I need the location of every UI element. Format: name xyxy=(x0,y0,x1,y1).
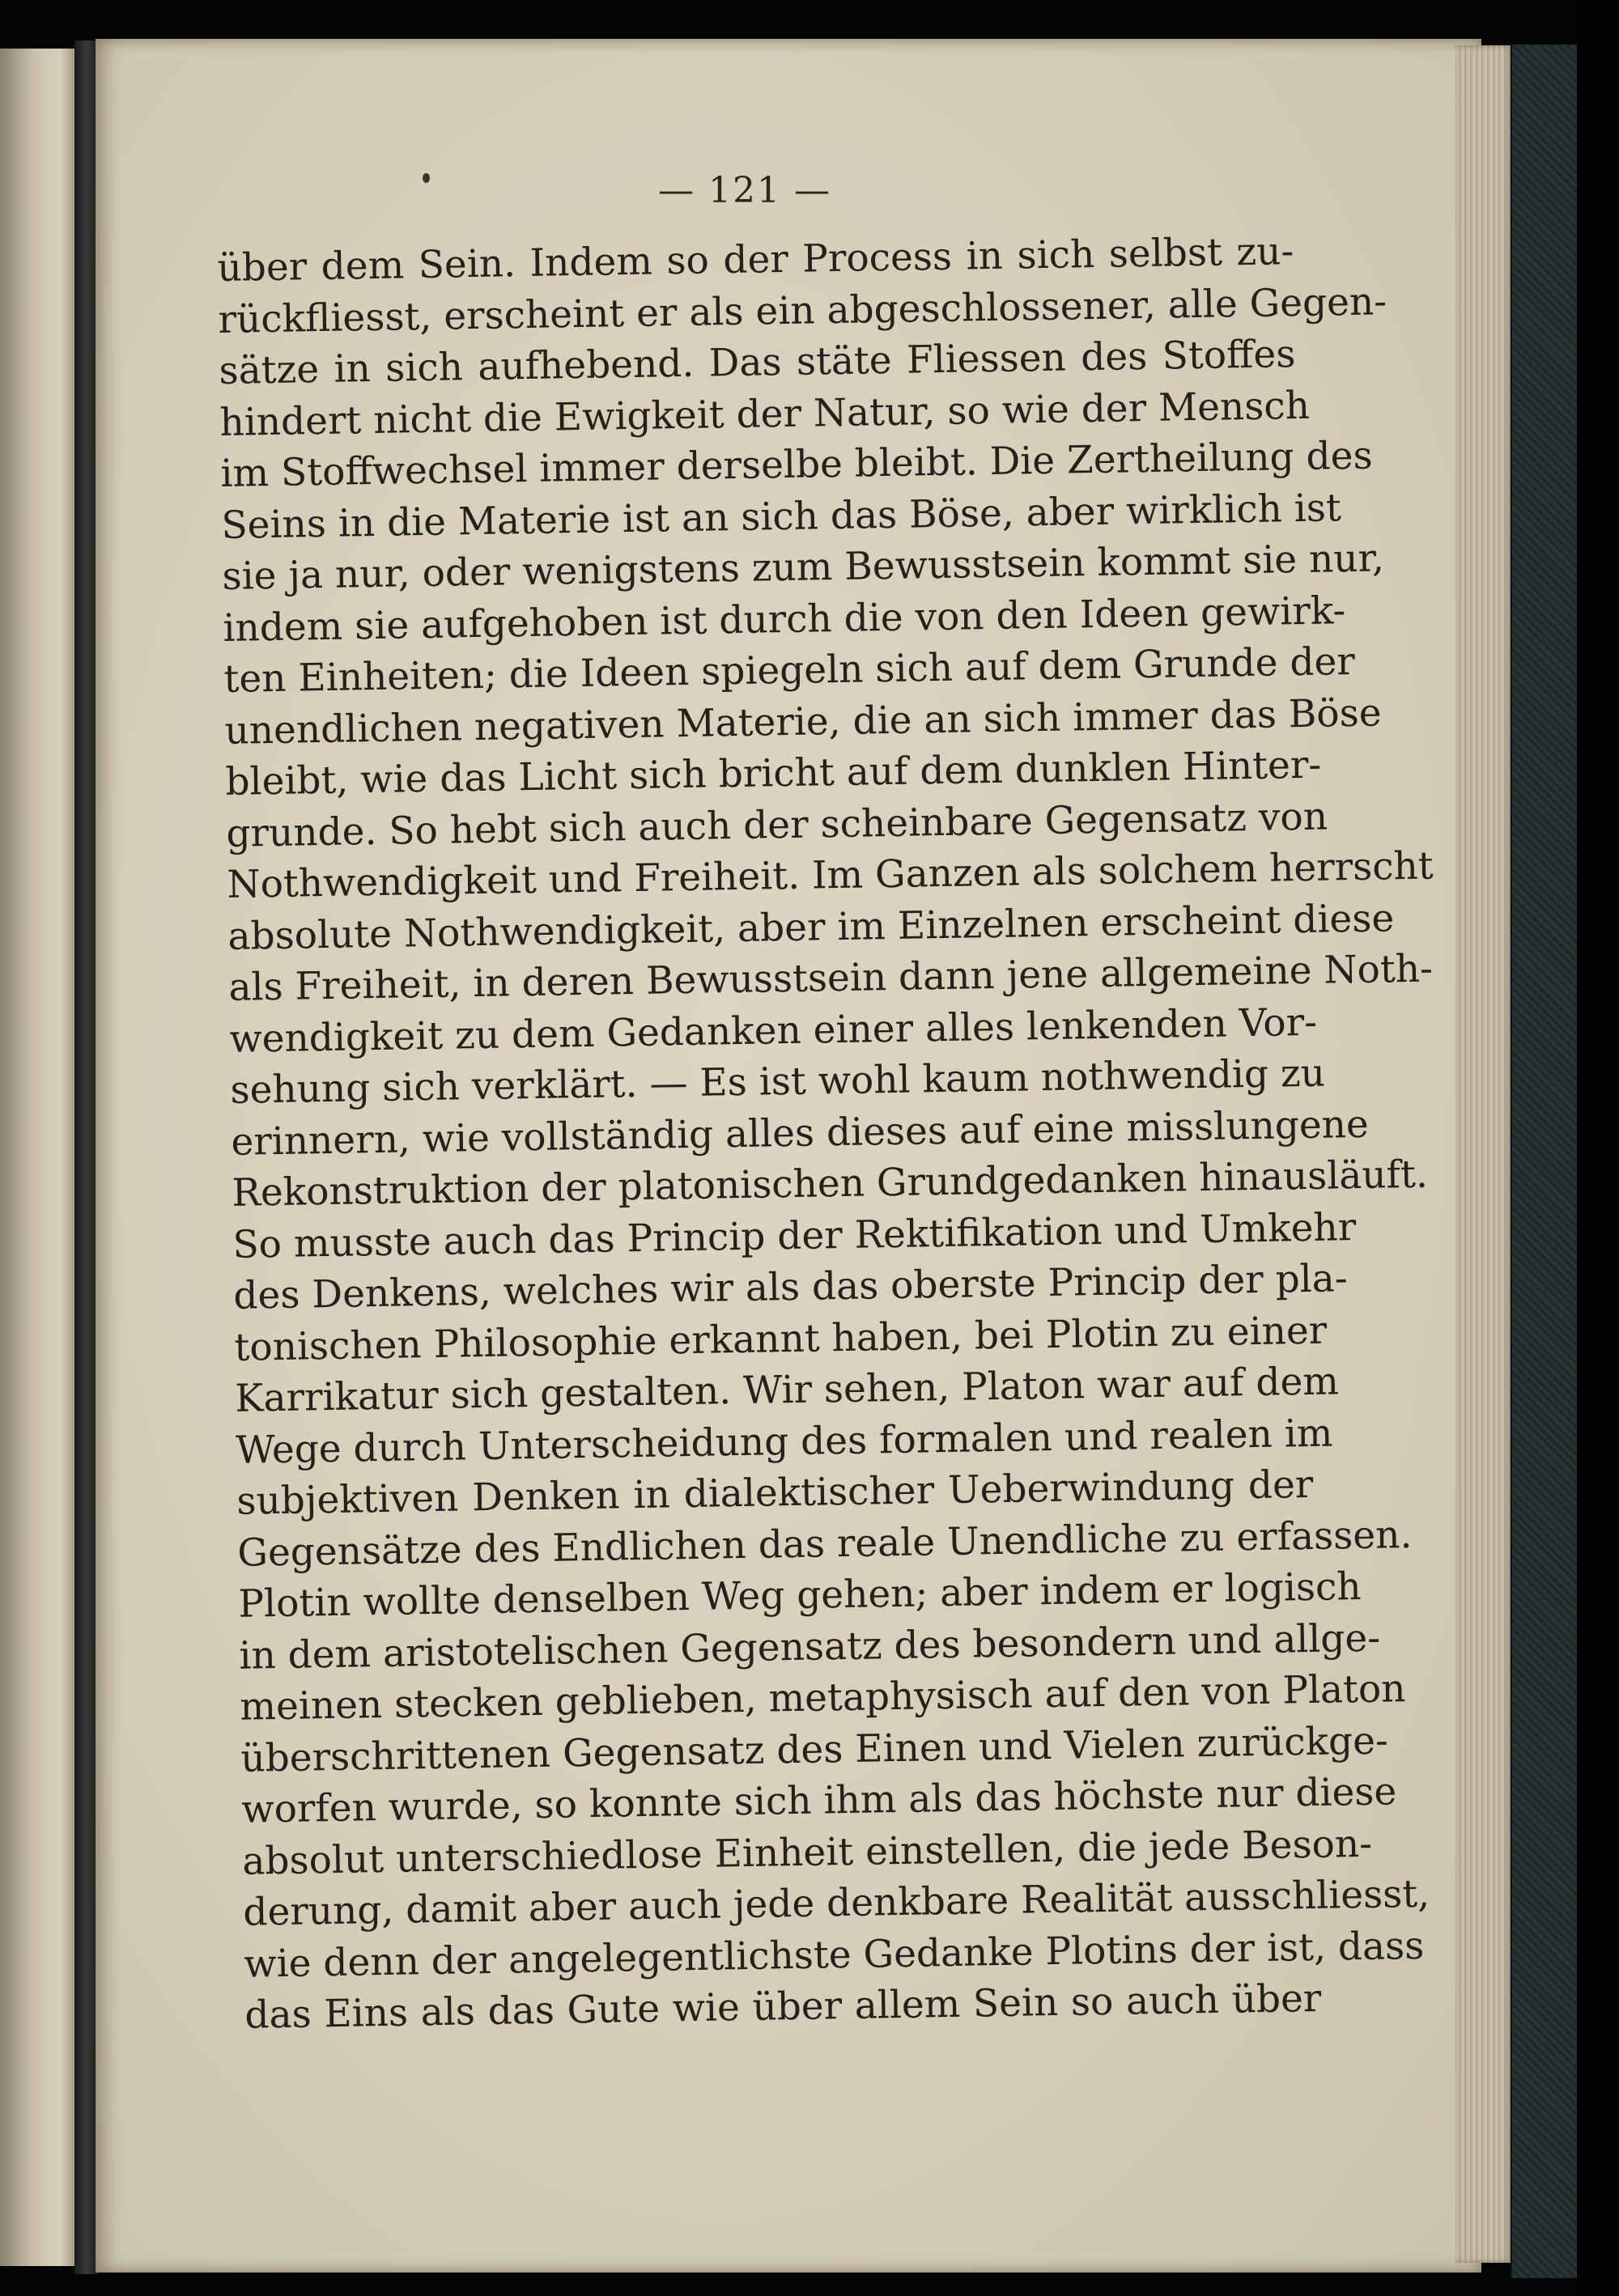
text-line: Gegensätze des Endlichen das reale Unendliche zu erfassen. xyxy=(236,1512,1413,1576)
text-line: Seins in die Materie ist an sich das Böse, aber wirklich ist xyxy=(221,485,1342,548)
text-line: Karrikatur sich gestalten. Wir sehen, Platon war auf dem xyxy=(235,1359,1340,1421)
page-number: — 121 — xyxy=(658,170,831,211)
text-line: sie ja nur, oder wenigstens zum Bewusstsein kommt sie nur, xyxy=(222,536,1385,599)
text-line: Plotin wollte denselben Weg gehen; aber indem er logisch xyxy=(237,1564,1362,1627)
text-line: wendigkeit zu dem Gedanken einer alles lenkenden Vor- xyxy=(229,999,1318,1062)
text-line: meinen stecken geblieben, metaphysisch auf den von Platon xyxy=(239,1666,1406,1729)
text-line: sätze in sich aufhebend. Das stäte Fliessen des Stoffes xyxy=(219,332,1296,393)
text-line: wie denn der angelegentlichste Gedanke Plotins der ist, dass xyxy=(243,1923,1425,1987)
text-line: Nothwendigkeit und Freiheit. Im Ganzen als solchem herrscht xyxy=(227,843,1434,907)
text-line: indem sie aufgehoben ist durch die von den Ideen gewirk- xyxy=(223,588,1346,651)
text-line: worfen wurde, so konnte sich ihm als das höchste nur diese xyxy=(240,1769,1397,1832)
text-line: rückfliesst, erscheint er als ein abgeschlossener, alle Gegen- xyxy=(218,278,1387,342)
background-edge xyxy=(1577,0,1619,2296)
text-line: grunde. So hebt sich auch der scheinbare Gegensatz von xyxy=(226,794,1328,856)
text-line: Rekonstruktion der platonischen Grundgedanken hinausläuft. xyxy=(232,1152,1429,1216)
text-line: das Eins als das Gute wie über allem Sein so auch über xyxy=(244,1976,1322,2038)
text-line: absolut unterschiedlose Einheit einstellen, die jede Beson- xyxy=(241,1821,1373,1884)
previous-page-edge xyxy=(0,49,74,2266)
text-line: unendlichen negativen Materie, die an sich immer das Böse xyxy=(224,690,1382,753)
text-line: ten Einheiten; die Ideen spiegeln sich auf dem Grunde der xyxy=(223,639,1356,702)
body-text xyxy=(217,226,1434,2041)
text-line: über dem Sein. Indem so der Process in sich selbst zu- xyxy=(217,229,1294,291)
text-line: hindert nicht die Ewigkeit der Natur, so wie der Mensch xyxy=(219,383,1311,445)
text-line: derung, damit aber auch jede denkbare Realität ausschliesst, xyxy=(242,1871,1430,1935)
text-line: überschrittenen Gegensatz des Einen und Vielen zurückge- xyxy=(240,1718,1389,1781)
text-line: im Stoffwechsel immer derselbe bleibt. Die Zertheilung des xyxy=(220,433,1374,496)
text-line: So musste auch das Princip der Rektifikation und Umkehr xyxy=(232,1204,1357,1267)
text-line: des Denkens, welches wir als das oberste Princip der pla- xyxy=(233,1256,1349,1318)
text-line: bleibt, wie das Licht sich bricht auf dem dunklen Hinter- xyxy=(225,742,1322,804)
text-line: subjektiven Denken in dialektischer Ueberwindung der xyxy=(236,1462,1314,1524)
book-cover xyxy=(1511,45,1579,2278)
text-line: in dem aristotelischen Gegensatz des besondern und allge- xyxy=(238,1615,1381,1678)
text-line: tonischen Philosophie erkannt haben, bei Plotin zu einer xyxy=(234,1308,1328,1370)
text-line: Wege durch Unterscheidung des formalen und realen im xyxy=(236,1411,1333,1473)
text-line: sehung sich verklärt. — Es ist wohl kaum nothwendig zu xyxy=(230,1050,1326,1113)
text-line: erinnern, wie vollständig alles dieses auf eine misslungene xyxy=(231,1101,1370,1165)
text-line: als Freiheit, in deren Bewusstsein dann jene allgemeine Noth- xyxy=(228,946,1434,1010)
text-line: absolute Nothwendigkeit, aber im Einzelnen erscheint diese xyxy=(227,895,1395,959)
page-block-edges xyxy=(1455,45,1512,2263)
ink-speck xyxy=(423,173,430,183)
